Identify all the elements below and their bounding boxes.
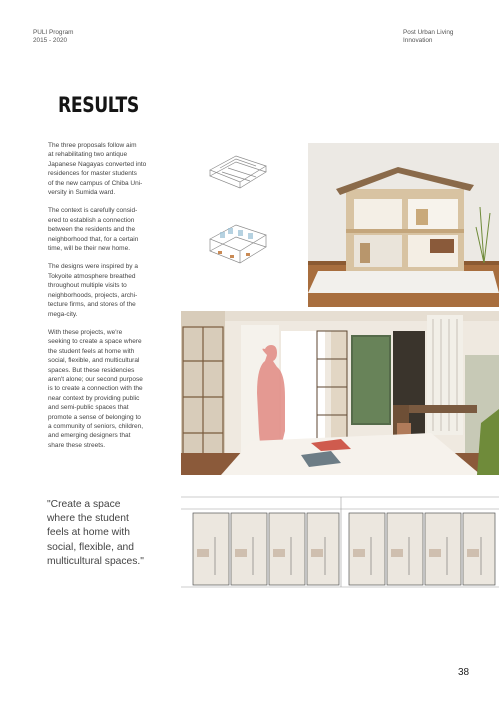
- text-line: Tokyoite atmosphere breathed: [48, 272, 136, 280]
- quote-line: "Create a space: [47, 499, 121, 510]
- text-line: The designs were inspired by a: [48, 263, 138, 271]
- text-line: social, flexible, and multicultural: [48, 357, 140, 365]
- page-title: RESULTS: [58, 93, 139, 117]
- text-line: residences for master students: [48, 170, 137, 178]
- header-left: [33, 29, 74, 45]
- text-line: neighborhood that, for a certain: [48, 235, 139, 243]
- text-line: throughout multiple visits to: [48, 282, 127, 290]
- text-line: and semi-public spaces that: [48, 404, 129, 412]
- program-name: PULI Program: [33, 29, 74, 36]
- quote-line: feels at home with: [47, 527, 130, 539]
- pull-quote: [47, 498, 177, 569]
- interior-render: [181, 311, 499, 475]
- text-line: ered to establish a connection: [48, 216, 135, 224]
- text-line: the student feels at home with: [48, 347, 135, 355]
- program-subtitle-line-1: Post Urban Living: [403, 29, 454, 36]
- text-line: a community of seniors, children,: [48, 422, 144, 430]
- text-line: is to create a connection with the: [48, 385, 143, 393]
- text-line: The context is carefully consid-: [48, 207, 138, 215]
- text-line: mega-city.: [48, 310, 78, 318]
- header-right: [403, 29, 453, 45]
- page-number: 38: [458, 667, 470, 678]
- physical-model-photo: [308, 143, 499, 307]
- paragraph-4: [48, 328, 178, 450]
- text-line: between the residents and the: [48, 226, 136, 234]
- text-line: near context by providing public: [48, 394, 140, 402]
- text-line: The three proposals follow aim: [48, 142, 137, 149]
- text-line: of the new campus of Chiba Uni-: [48, 179, 143, 187]
- text-line: aren't alone; our second purpose: [48, 375, 143, 383]
- program-subtitle-line-2: Innovation: [403, 37, 433, 44]
- axonometric-sketch-interior: [206, 215, 272, 271]
- quote-line: multicultural spaces.": [47, 555, 144, 567]
- text-line: neighborhoods, projects, archi-: [48, 291, 138, 299]
- text-line: time, will be their new home.: [48, 245, 131, 253]
- body-text: [48, 141, 178, 459]
- text-line: spaces. But these residencies: [48, 366, 135, 374]
- quote-line: social, flexible, and: [47, 541, 135, 553]
- axonometric-sketch-roof: [206, 150, 272, 192]
- floor-plan: [181, 479, 499, 603]
- paragraph-3: [48, 262, 178, 318]
- paragraph-1: [48, 141, 178, 197]
- text-line: With these projects, we're: [48, 328, 123, 336]
- quote-line: where the student: [47, 513, 129, 525]
- text-line: seeking to create a space where: [48, 338, 142, 346]
- text-line: tecture firms, and stores of the: [48, 301, 136, 309]
- text-line: promote a sense of belonging to: [48, 413, 141, 421]
- text-line: Japanese Nagayas converted into: [48, 160, 147, 168]
- text-line: at rehabilitating two antique: [48, 151, 128, 159]
- text-line: versity in Sumida ward.: [48, 189, 116, 197]
- text-line: share these streets.: [48, 441, 106, 449]
- program-years: 2015 - 2020: [33, 37, 68, 44]
- text-line: and emerging designers that: [48, 432, 131, 440]
- paragraph-2: [48, 206, 178, 253]
